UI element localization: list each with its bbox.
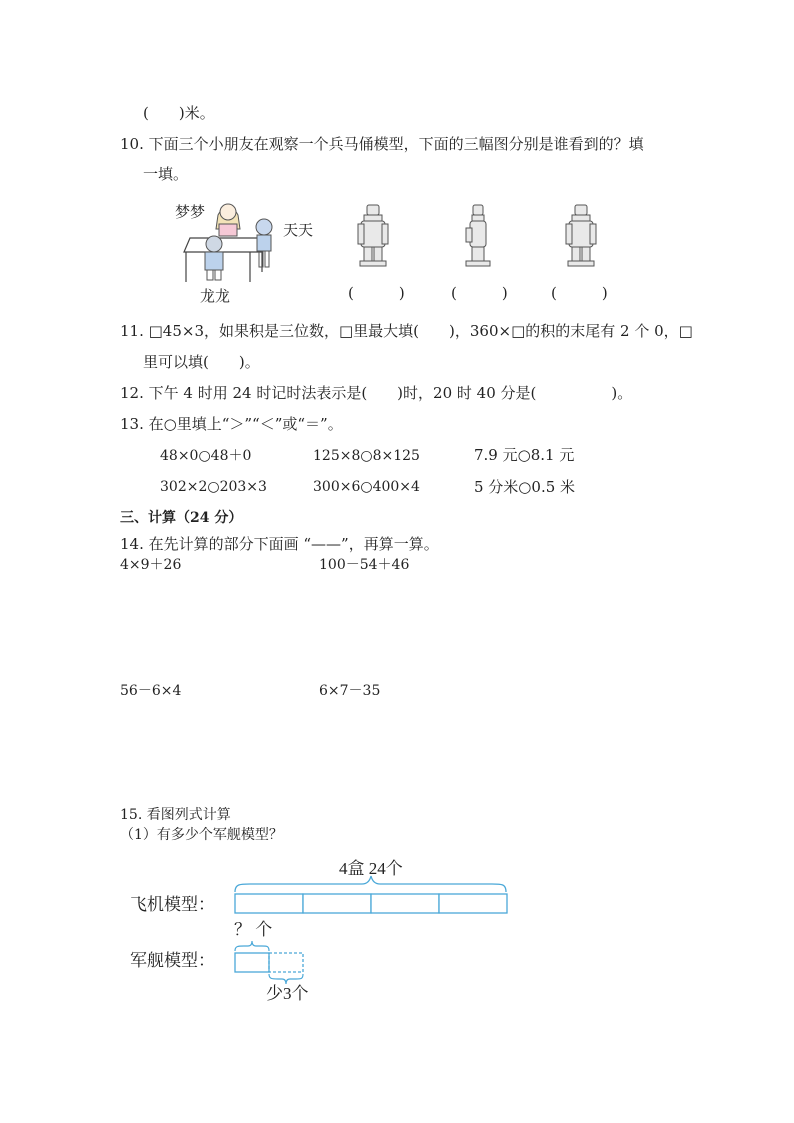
q10-text-line2: 一填。 [143, 165, 189, 183]
plane-bar-3 [371, 894, 439, 913]
q15-title: 15. 看图列式计算 [120, 807, 231, 823]
table-figure [184, 238, 270, 282]
top-brace [235, 876, 506, 892]
less-brace [269, 974, 303, 984]
brace-label: 4盒 24个 [339, 859, 403, 878]
q14-expr-3: 56－6×4 [120, 683, 182, 699]
question-count-label: ？ 个 [234, 920, 273, 939]
plane-bar-2 [303, 894, 371, 913]
answer-blank-1[interactable]: ( ) [348, 284, 405, 302]
q14-title: 14. 在先计算的部分下面画 “——”，再算一算。 [120, 535, 439, 553]
name-tiantian: 天天 [283, 221, 314, 239]
q13-item-4: 302×2○203×3 [160, 479, 267, 495]
q14-expr-2: 100－54＋46 [319, 557, 410, 573]
boy-side-figure [256, 219, 272, 267]
q13-item-2: 125×8○8×125 [313, 448, 420, 464]
missing-part-dashed [269, 953, 303, 972]
girl-figure [216, 204, 240, 236]
warrior-view-2 [466, 205, 490, 266]
q14-expr-4: 6×7－35 [319, 683, 381, 699]
name-longlong: 龙龙 [200, 287, 231, 305]
less-label: 少3个 [266, 984, 309, 1003]
q11-text-line1: 11. □45×3，如果积是三位数，□里最大填( )，360×□的积的末尾有 2 个 0，□ [120, 322, 693, 340]
section-3-title: 三、计算（24 分） [120, 510, 243, 526]
q10-text-line1: 10. 下面三个小朋友在观察一个兵马俑模型，下面的三幅图分别是谁看到的？填 [120, 135, 644, 153]
q13-item-1: 48×0○48＋0 [160, 448, 252, 464]
label-plane-model: 飞机模型： [130, 895, 215, 914]
warrior-view-1 [358, 205, 388, 266]
warship-bar [235, 953, 269, 972]
answer-blank-3[interactable]: ( ) [551, 284, 608, 302]
q14-expr-1: 4×9＋26 [120, 557, 182, 573]
q13-title: 13. 在○里填上“＞”“＜”或“＝”。 [120, 415, 343, 433]
answer-blank-2[interactable]: ( ) [451, 284, 508, 302]
q13-item-5: 300×6○400×4 [313, 479, 420, 495]
q15-sub1: （1）有多少个军舰模型？ [120, 827, 283, 843]
q11-text-line2: 里可以填( )。 [143, 353, 260, 371]
label-warship-model: 军舰模型： [130, 951, 215, 970]
plane-bar-4 [439, 894, 507, 913]
q13-item-6: 5 分米○0.5 米 [474, 478, 576, 496]
q13-item-3: 7.9 元○8.1 元 [474, 446, 575, 464]
plane-bar-1 [235, 894, 303, 913]
name-mengmeng: 梦梦 [175, 203, 206, 221]
q12-text: 12. 下午 4 时用 24 时记时法表示是( )时，20 时 40 分是( )。 [120, 384, 633, 402]
q9-tail: ( )米。 [143, 104, 215, 122]
warrior-view-3 [566, 205, 596, 266]
boy-front-figure [205, 236, 223, 280]
warship-brace [235, 941, 269, 951]
